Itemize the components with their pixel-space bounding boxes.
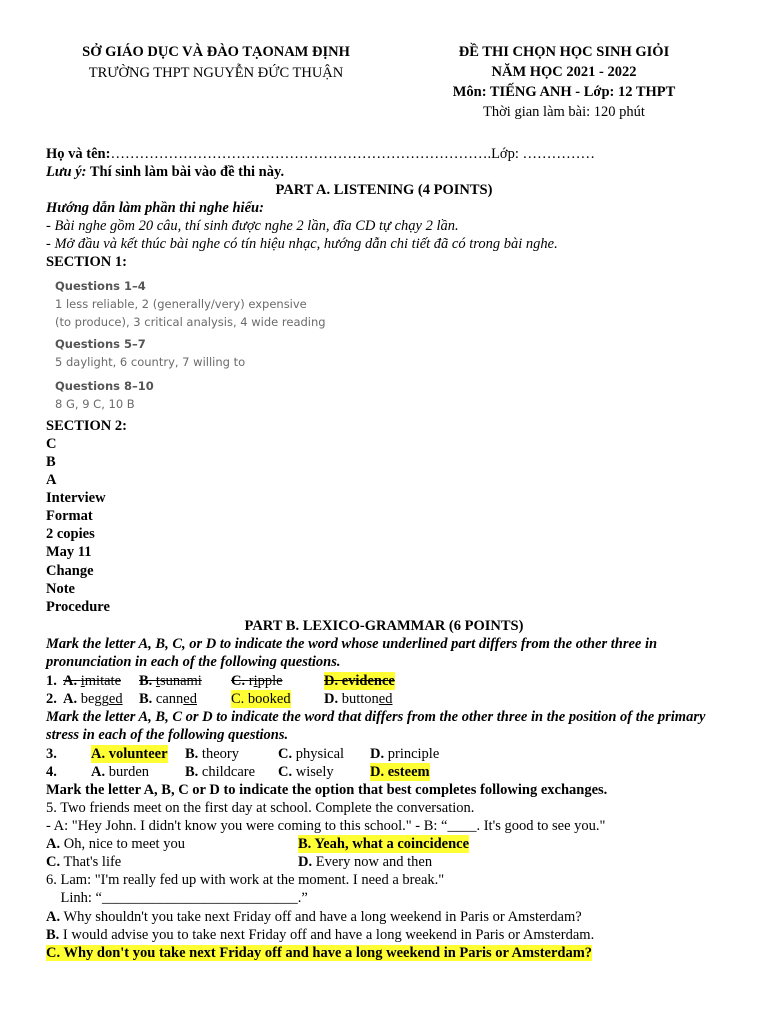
listening-guide-title: Hướng dẫn làm phần thi nghe hiểu: — [46, 200, 264, 216]
section-2-answer: Format — [46, 508, 93, 524]
section-2-answer: Change — [46, 563, 94, 579]
student-info-line — [46, 145, 595, 163]
section-1-answer-key — [55, 277, 326, 413]
time-allowed: Thời gian làm bài: 120 phút — [483, 104, 645, 120]
listening-guide-2: - Mở đầu và kết thúc bài nghe có tín hiệu nhạc, hướng dẫn chi tiết đã có trong bài nghe. — [46, 236, 558, 252]
school-name: TRƯỜNG THPT NGUYỄN ĐỨC THUẬN — [88, 65, 344, 81]
q6-option-b: B. I would advise you to take next Friday off and have a long weekend in Paris or Amsterdam. — [46, 927, 595, 943]
pronunciation-instruction: Mark the letter A, B, C, or D to indicate the word whose underlined part differs from the other three in pronunciation in each of the following questions. — [46, 636, 658, 670]
q4-option-a: A. burden — [91, 764, 149, 780]
questions-8-10-title: Questions 8–10 — [55, 379, 154, 393]
section-2-answer: B — [46, 454, 56, 470]
name-dots: ……………………………………………………………………. — [110, 146, 492, 162]
q2-option-b: B. canned — [139, 691, 197, 707]
question-1: 1. A. imitate B. tsunami C. ripple D. evidence — [46, 673, 395, 689]
name-label: Họ và tên: — [46, 146, 111, 162]
answers-8-10: 8 G, 9 C, 10 B — [55, 397, 135, 411]
q6-answer-highlight: C. Why don't you take next Friday off and have a long weekend in Paris or Amsterdam? — [46, 945, 593, 961]
exam-header — [404, 42, 724, 122]
class-label: Lớp: …………… — [491, 146, 595, 162]
question-3: 3. A. volunteer B. theory C. physical D. principle — [46, 746, 440, 762]
q4-option-b: B. childcare — [185, 764, 256, 780]
question-5-options-cd — [46, 853, 433, 871]
stress-instruction: Mark the letter A, B, C or D to indicate the word that differs from the other three in the position of the primary stress in each of the following questions. — [46, 709, 706, 743]
questions-5-7-title: Questions 5–7 — [55, 337, 146, 351]
q5-option-d: D. Every now and then — [298, 854, 433, 870]
note-text: Thí sinh làm bài vào đề thi này. — [86, 164, 285, 180]
q3-option-b: B. theory — [185, 746, 239, 762]
exchange-instruction: Mark the letter A, B, C or D to indicate the option that best completes following exchanges. — [46, 782, 608, 798]
q6-option-a: A. Why shouldn't you take next Friday off and have a long weekend in Paris or Amsterdam? — [46, 909, 582, 925]
section-2-answer: Interview — [46, 490, 106, 506]
q2-answer-highlight: C. booked — [231, 691, 291, 707]
q3-answer-highlight: A. volunteer — [91, 746, 168, 762]
school-header — [46, 42, 386, 84]
section-2-answer: A — [46, 472, 57, 488]
q2-option-a: A. begged — [63, 691, 123, 707]
q5-option-a: A. Oh, nice to meet you — [46, 836, 185, 852]
q1-option-c: C. ripple — [231, 673, 283, 689]
answers-1-4-line-2: (to produce), 3 critical analysis, 4 wide reading — [55, 315, 326, 329]
part-b-title: PART B. LEXICO-GRAMMAR (6 POINTS) — [244, 618, 524, 634]
section-2-answer: Procedure — [46, 599, 110, 615]
q1-answer-highlight: D. evidence — [324, 673, 395, 689]
q3-option-d: D. principle — [370, 746, 440, 762]
section-1-title: SECTION 1: — [46, 254, 127, 270]
note-line — [46, 163, 284, 181]
question-5-options-ab — [46, 835, 470, 853]
question-6-stem: 6. Lam: "I'm really fed up with work at the moment. I need a break." — [46, 872, 445, 888]
q1-option-a: A. imitate — [63, 673, 122, 689]
note-label: Lưu ý: — [46, 164, 87, 180]
section-2-answer: May 11 — [46, 544, 92, 560]
section-2-answer: Note — [46, 581, 75, 597]
subject-line: Môn: TIẾNG ANH - Lớp: 12 THPT — [452, 84, 676, 100]
question-6-response: Linh: “___________________________.” — [46, 890, 308, 906]
part-a-title: PART A. LISTENING (4 POINTS) — [275, 182, 493, 198]
school-year: NĂM HỌC 2021 - 2022 — [491, 64, 637, 80]
q3-option-c: C. physical — [278, 746, 345, 762]
listening-guide-1: - Bài nghe gồm 20 câu, thí sinh được nghe 2 lần, đĩa CD tự chạy 2 lần. — [46, 218, 459, 234]
section-2-answer: C — [46, 436, 57, 452]
q5-option-c: C. That's life — [46, 854, 122, 870]
q4-option-c: C. wisely — [278, 764, 334, 780]
question-2: 2. A. begged B. canned C. booked D. buttoned — [46, 691, 393, 707]
q2-option-d: D. buttoned — [324, 691, 393, 707]
q1-option-b: B. tsunami — [139, 673, 202, 689]
question-5-dialog: - A: "Hey John. I didn't know you were coming to this school." - B: “____. It's good to see you." — [46, 818, 606, 834]
section-2-title: SECTION 2: — [46, 418, 127, 434]
question-5-stem: 5. Two friends meet on the first day at school. Complete the conversation. — [46, 800, 475, 816]
question-4: 4. A. burden B. childcare C. wisely D. esteem — [46, 764, 430, 780]
answers-5-7: 5 daylight, 6 country, 7 willing to — [55, 355, 246, 369]
q6-answer-line — [46, 944, 592, 962]
q4-answer-highlight: D. esteem — [370, 764, 430, 780]
department-name: SỞ GIÁO DỤC VÀ ĐÀO TẠONAM ĐỊNH — [82, 44, 350, 60]
exam-title: ĐỀ THI CHỌN HỌC SINH GIỎI — [458, 44, 670, 60]
questions-1-4-title: Questions 1–4 — [55, 279, 146, 293]
q5-answer-highlight: B. Yeah, what a coincidence — [298, 836, 470, 852]
section-2-answer: 2 copies — [46, 526, 95, 542]
answers-1-4-line-1: 1 less reliable, 2 (generally/very) expensive — [55, 297, 307, 311]
